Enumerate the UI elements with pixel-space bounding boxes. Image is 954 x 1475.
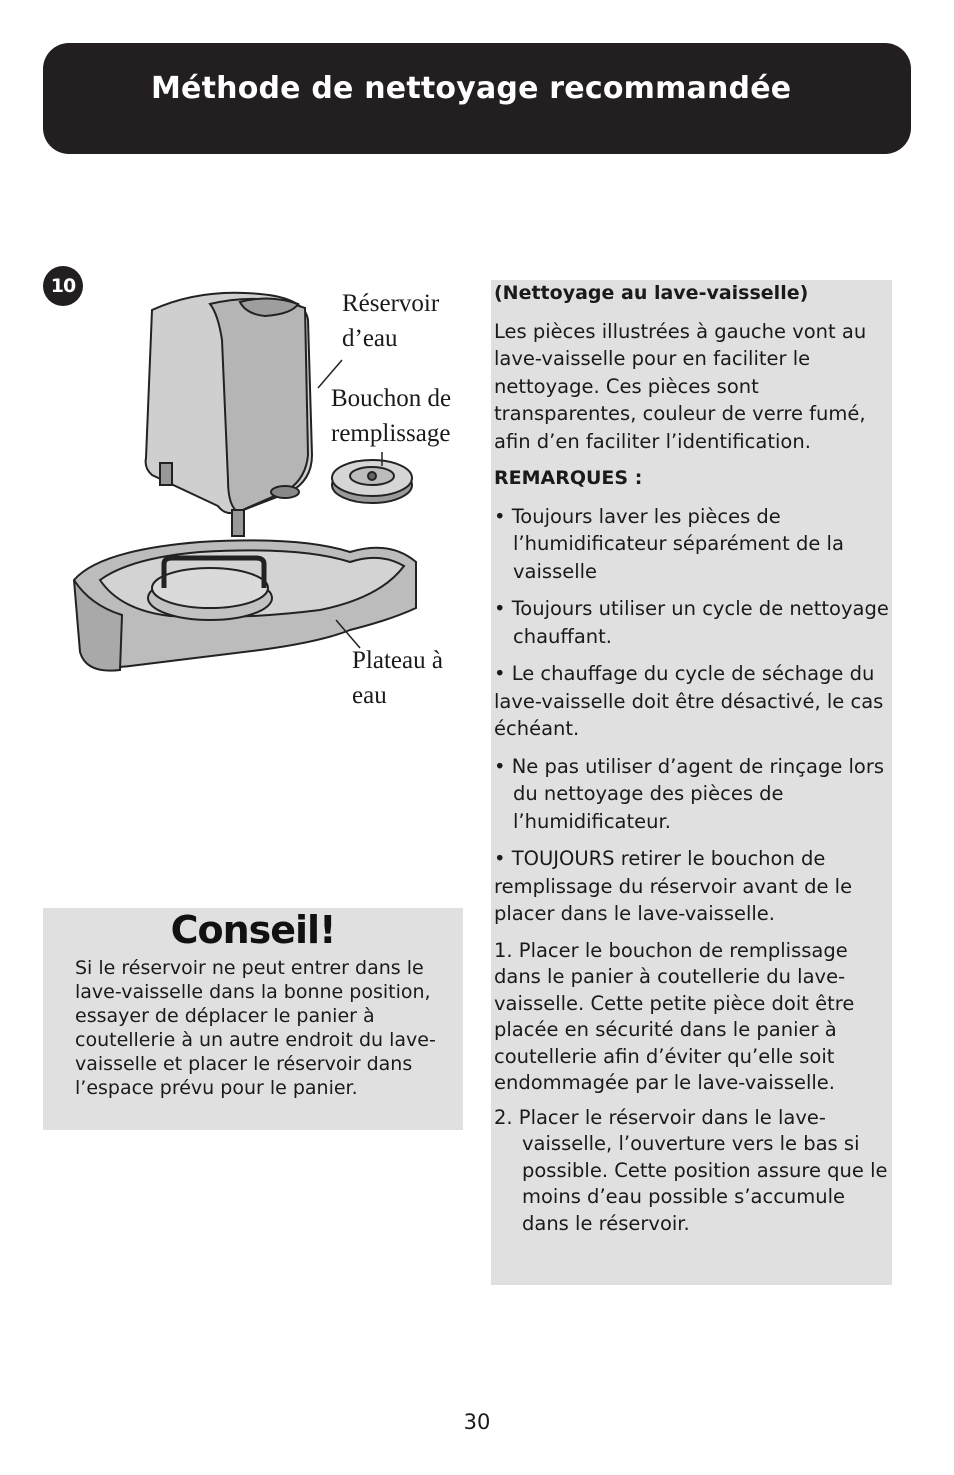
remark-item: • Toujours laver les pièces de l’humidificateur séparément de la vaisselle	[494, 504, 844, 583]
water-reservoir-drawing	[146, 293, 312, 536]
step-item: 1. Placer le bouchon de remplissage dans le panier à coutellerie du lave-vaisselle. Cette petite pièce doit être placée en sécurité dans le panier à coutellerie afin d’éviter qu’elle soit endommagée par le lave-vaisselle.	[494, 938, 855, 1094]
tip-title: Conseil!	[170, 908, 336, 952]
water-tray-label: Plateau à eau	[352, 647, 443, 709]
step-item: 2. Placer le réservoir dans le lave-vaisselle, l’ouverture vers le bas si possible. Cette position assure que le moins d’eau possible s’accumule dans le réservoir.	[494, 1105, 888, 1235]
remark-item: • TOUJOURS retirer le bouchon de remplissage du réservoir avant de le placer dans le lave-vaisselle.	[494, 847, 853, 925]
remark-item: • Ne pas utiliser d’agent de rinçage lors du nettoyage des pièces de l’humidificateur.	[494, 754, 885, 833]
fill-cap-label: Bouchon de remplissage	[331, 385, 452, 447]
tip-body: Si le réservoir ne peut entrer dans le lave-vaisselle dans la bonne position, essayer de déplacer le panier à coutellerie à un autre endroit du lave-vaisselle et placer le réservoir dans l’espace prévu pour le panier.	[75, 957, 436, 1099]
dishwasher-cleaning-panel	[491, 280, 892, 1285]
page-title: Méthode de nettoyage recommandée	[151, 71, 792, 106]
page-number: 30	[463, 1410, 491, 1434]
section-header	[43, 43, 911, 154]
reservoir-label: Réservoir d’eau	[342, 290, 440, 352]
remark-item: • Toujours utiliser un cycle de nettoyage chauffant.	[494, 597, 889, 648]
fill-cap-drawing	[332, 460, 412, 503]
step-number-badge: 10	[43, 266, 83, 306]
panel-intro: Les pièces illustrées à gauche vont au lave-vaisselle pour en faciliter le nettoyage. Ces pièces sont transparentes, couleur de verre fumé, afin d’en faciliter l’identification.	[494, 319, 867, 453]
remarks-title: REMARQUES :	[494, 467, 643, 489]
panel-heading: (Nettoyage au lave-vaisselle)	[494, 282, 809, 304]
remark-item: • Le chauffage du cycle de séchage du lave-vaisselle doit être désactivé, le cas échéant.	[494, 662, 884, 740]
tip-box	[43, 908, 463, 1130]
